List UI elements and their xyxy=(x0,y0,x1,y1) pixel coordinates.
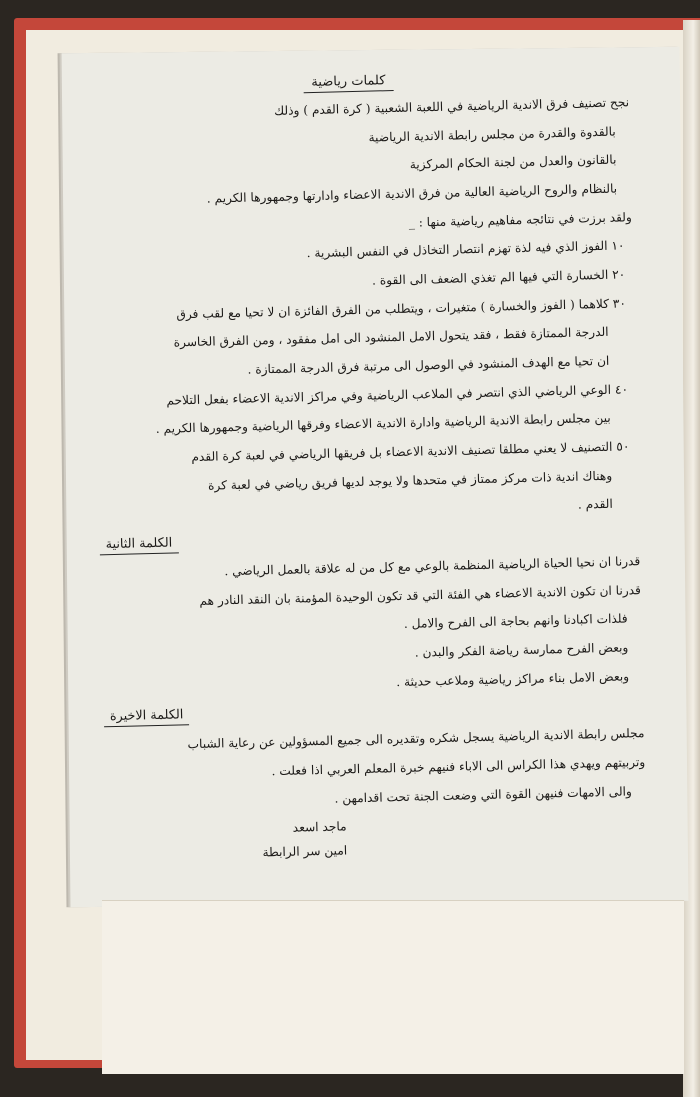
page-edge xyxy=(683,20,700,1097)
point-line: بين مجلس رابطة الاندية الرياضية وادارة الاندية الاعضاء وفرقها الرياضية وجمهورها الكريم . xyxy=(155,411,611,437)
intro-line: نجح تصنيف فرق الاندية الرياضية في اللعبة الشعبية ( كرة القدم ) وذلك xyxy=(273,95,630,118)
point-line: ٣٠ كلاهما ( الفوز والخسارة ) متغيرات ، ويتطلب من الفرق الفائزة ان لا تحيا مع لقب فرق xyxy=(176,296,627,322)
last-line: والى الامهات فنيهن القوة التي وضعت الجنة تحت اقدامهن . xyxy=(334,784,633,806)
page-text xyxy=(68,67,647,880)
point-line: ١٠ الفوز الذي فيه لذة تهزم انتصار التخاذل في النفس البشرية . xyxy=(306,238,625,261)
point-line: ٥٠ التصنيف لا يعني مطلقا تصنيف الاندية الاعضاء بل فريقها الرياضي في لعبة كرة القدم xyxy=(191,439,630,465)
point-line: وهناك اندية ذات مركز ممتاز في متحدها ولا يوجد لديها فريق رياضي في لعبة كرة xyxy=(207,468,613,493)
second-line: وبعض الفرح ممارسة رياضة الفكر والبدن . xyxy=(414,640,629,660)
second-line: قدرنا ان تكون الاندية الاعضاء هي الفئة التي قد تكون الوحيدة المؤمنة بان النقد النادر هم xyxy=(199,582,642,608)
signature-role: امين سر الرابطة xyxy=(262,842,348,859)
second-line: قدرنا ان نحيا الحياة الرياضية المنظمة بالوعي مع كل من له علاقة بالعمل الرياضي . xyxy=(224,554,641,579)
point-line: ٢٠ الخسارة التي فيها الم تغذي الضعف الى القوة . xyxy=(371,267,626,288)
last-line: مجلس رابطة الاندية الرياضية يسجل شكره وتقديره الى جميع المسؤولين عن رعاية الشباب xyxy=(187,726,645,752)
page-title: كلمات رياضية xyxy=(68,67,628,96)
intro-line: بالنظام والروح الرياضية العالية من فرق الاندية الاعضاء وادارتها وجمهورها الكريم . xyxy=(206,181,618,206)
intro-line: ولقد برزت في نتائجه مفاهيم رياضية منها : _ xyxy=(408,209,632,230)
last-line: وتربيتهم ويهدي هذا الكراس الى الاباء فنيهم خبرة المعلم العربي اذا فعلت . xyxy=(271,755,646,779)
back-pocket xyxy=(102,900,684,1074)
point-line: القدم . xyxy=(577,497,613,513)
second-line: وبعض الامل بناء مراكز رياضية وملاعب حديثة . xyxy=(396,669,630,689)
second-line: فلذات اكبادنا وانهم بحاجة الى الفرح والامل . xyxy=(403,611,628,632)
intro-line: بالقانون والعدل من لجنة الحكام المركزية xyxy=(409,152,617,172)
section-heading: الكلمة الثانية xyxy=(79,524,639,553)
intro-line: بالقدوة والقدرة من مجلس رابطة الاندية الرياضية xyxy=(368,124,616,145)
point-line: ٤٠ الوعي الرياضي الذي انتصر في الملاعب الرياضية وفي مراكز الاندية الاعضاء بفعل التلاحم xyxy=(166,382,629,408)
signature-name: ماجد اسعد xyxy=(292,819,347,836)
point-line: ان تحيا مع الهدف المنشود في الوصول الى مرتبة فرق الدرجة الممتازة . xyxy=(247,353,610,377)
section-heading: الكلمة الاخيرة xyxy=(84,697,644,726)
point-line: الدرجة الممتازة فقط ، فقد يتحول الامل المنشود الى امل مفقود ، ومن الفرق الخاسرة xyxy=(173,325,609,350)
